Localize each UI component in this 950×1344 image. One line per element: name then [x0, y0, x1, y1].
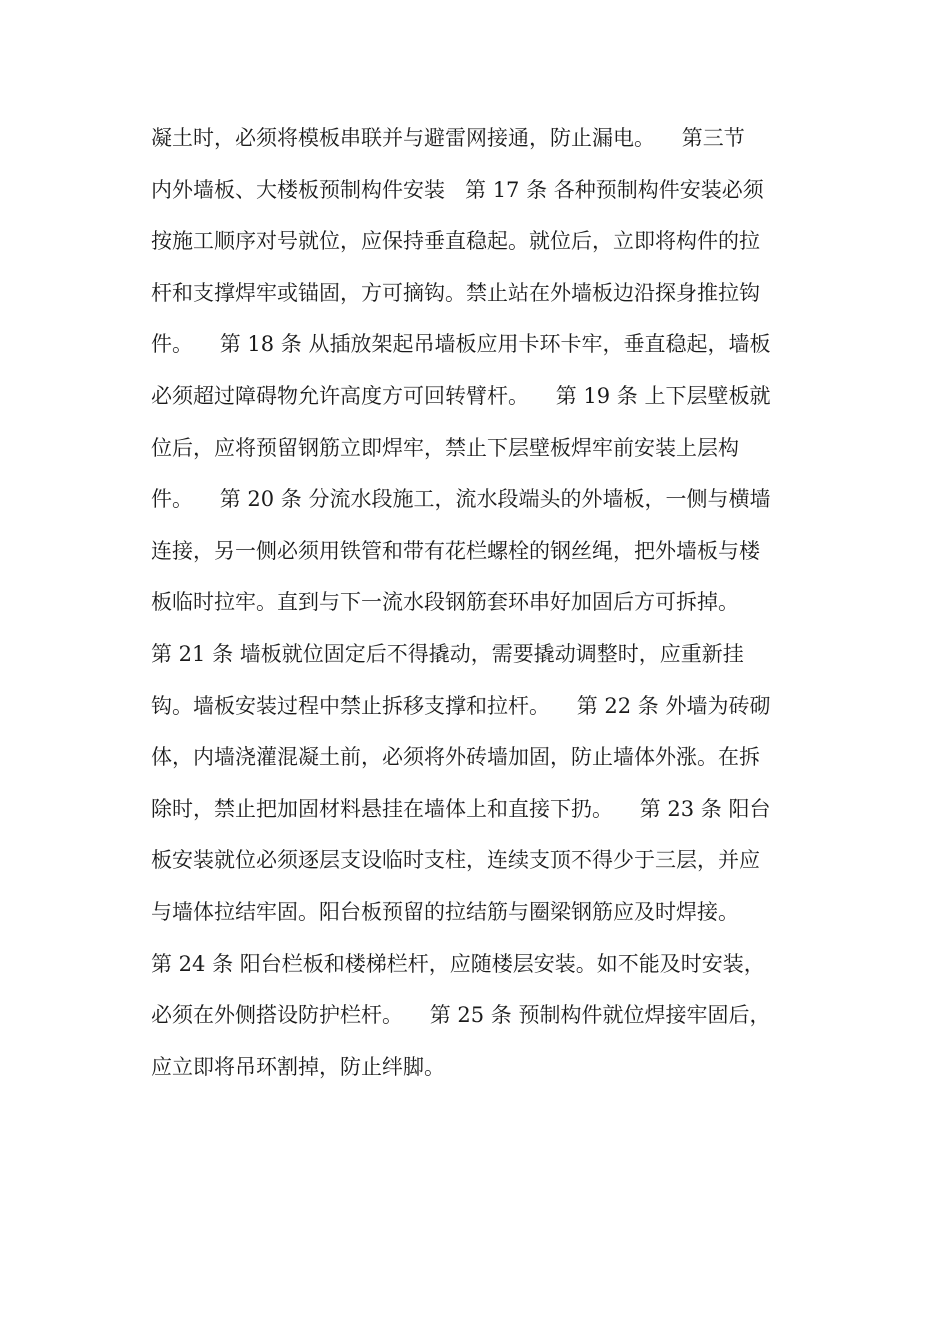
text-line: 件。 第 18 条 从插放架起吊墙板应用卡环卡牢，垂直稳起，墙板	[151, 332, 771, 357]
text-line: 第 21 条 墙板就位固定后不得撬动，需要撬动调整时，应重新挂	[151, 641, 744, 666]
text-line: 杆和支撑焊牢或锚固，方可摘钩。禁止站在外墙板边沿探身推拉钩	[151, 280, 760, 305]
text-line: 凝土时，必须将模板串联并与避雷网接通，防止漏电。 第三节	[151, 126, 745, 150]
text-line: 与墙体拉结牢固。阳台板预留的拉结筋与圈梁钢筋应及时焊接。	[151, 899, 739, 924]
text-line: 除时，禁止把加固材料悬挂在墙体上和直接下扔。 第 23 条 阳台	[151, 796, 771, 821]
text-line: 第 24 条 阳台栏板和楼梯栏杆，应随楼层安装。如不能及时安装，	[151, 951, 765, 976]
text-line: 应立即将吊环割掉，防止绊脚。	[151, 1054, 445, 1079]
text-line: 件。 第 20 条 分流水段施工，流水段端头的外墙板，一侧与横墙	[151, 487, 771, 512]
body-text	[151, 118, 811, 1098]
text-line: 钩。墙板安装过程中禁止拆移支撑和拉杆。 第 22 条 外墙为砖砌	[151, 693, 771, 718]
text-line: 连接，另一侧必须用铁管和带有花栏螺栓的钢丝绳，把外墙板与楼	[151, 538, 760, 563]
text-line: 位后，应将预留钢筋立即焊牢，禁止下层壁板焊牢前安装上层构	[151, 435, 739, 460]
text-line: 体，内墙浇灌混凝土前，必须将外砖墙加固，防止墙体外涨。在拆	[151, 745, 760, 770]
text-line: 必须超过障碍物允许高度方可回转臂杆。 第 19 条 上下层壁板就	[151, 383, 771, 408]
text-line: 按施工顺序对号就位，应保持垂直稳起。就位后，立即将构件的拉	[151, 229, 760, 254]
text-line: 必须在外侧搭设防护栏杆。 第 25 条 预制构件就位焊接牢固后，	[151, 1003, 771, 1028]
text-line: 板安装就位必须逐层支设临时支柱，连续支顶不得少于三层，并应	[151, 848, 760, 873]
text-line: 内外墙板、大楼板预制构件安装 第 17 条 各种预制构件安装必须	[151, 177, 764, 202]
text-line: 板临时拉牢。直到与下一流水段钢筋套环串好加固后方可拆掉。	[151, 590, 739, 615]
